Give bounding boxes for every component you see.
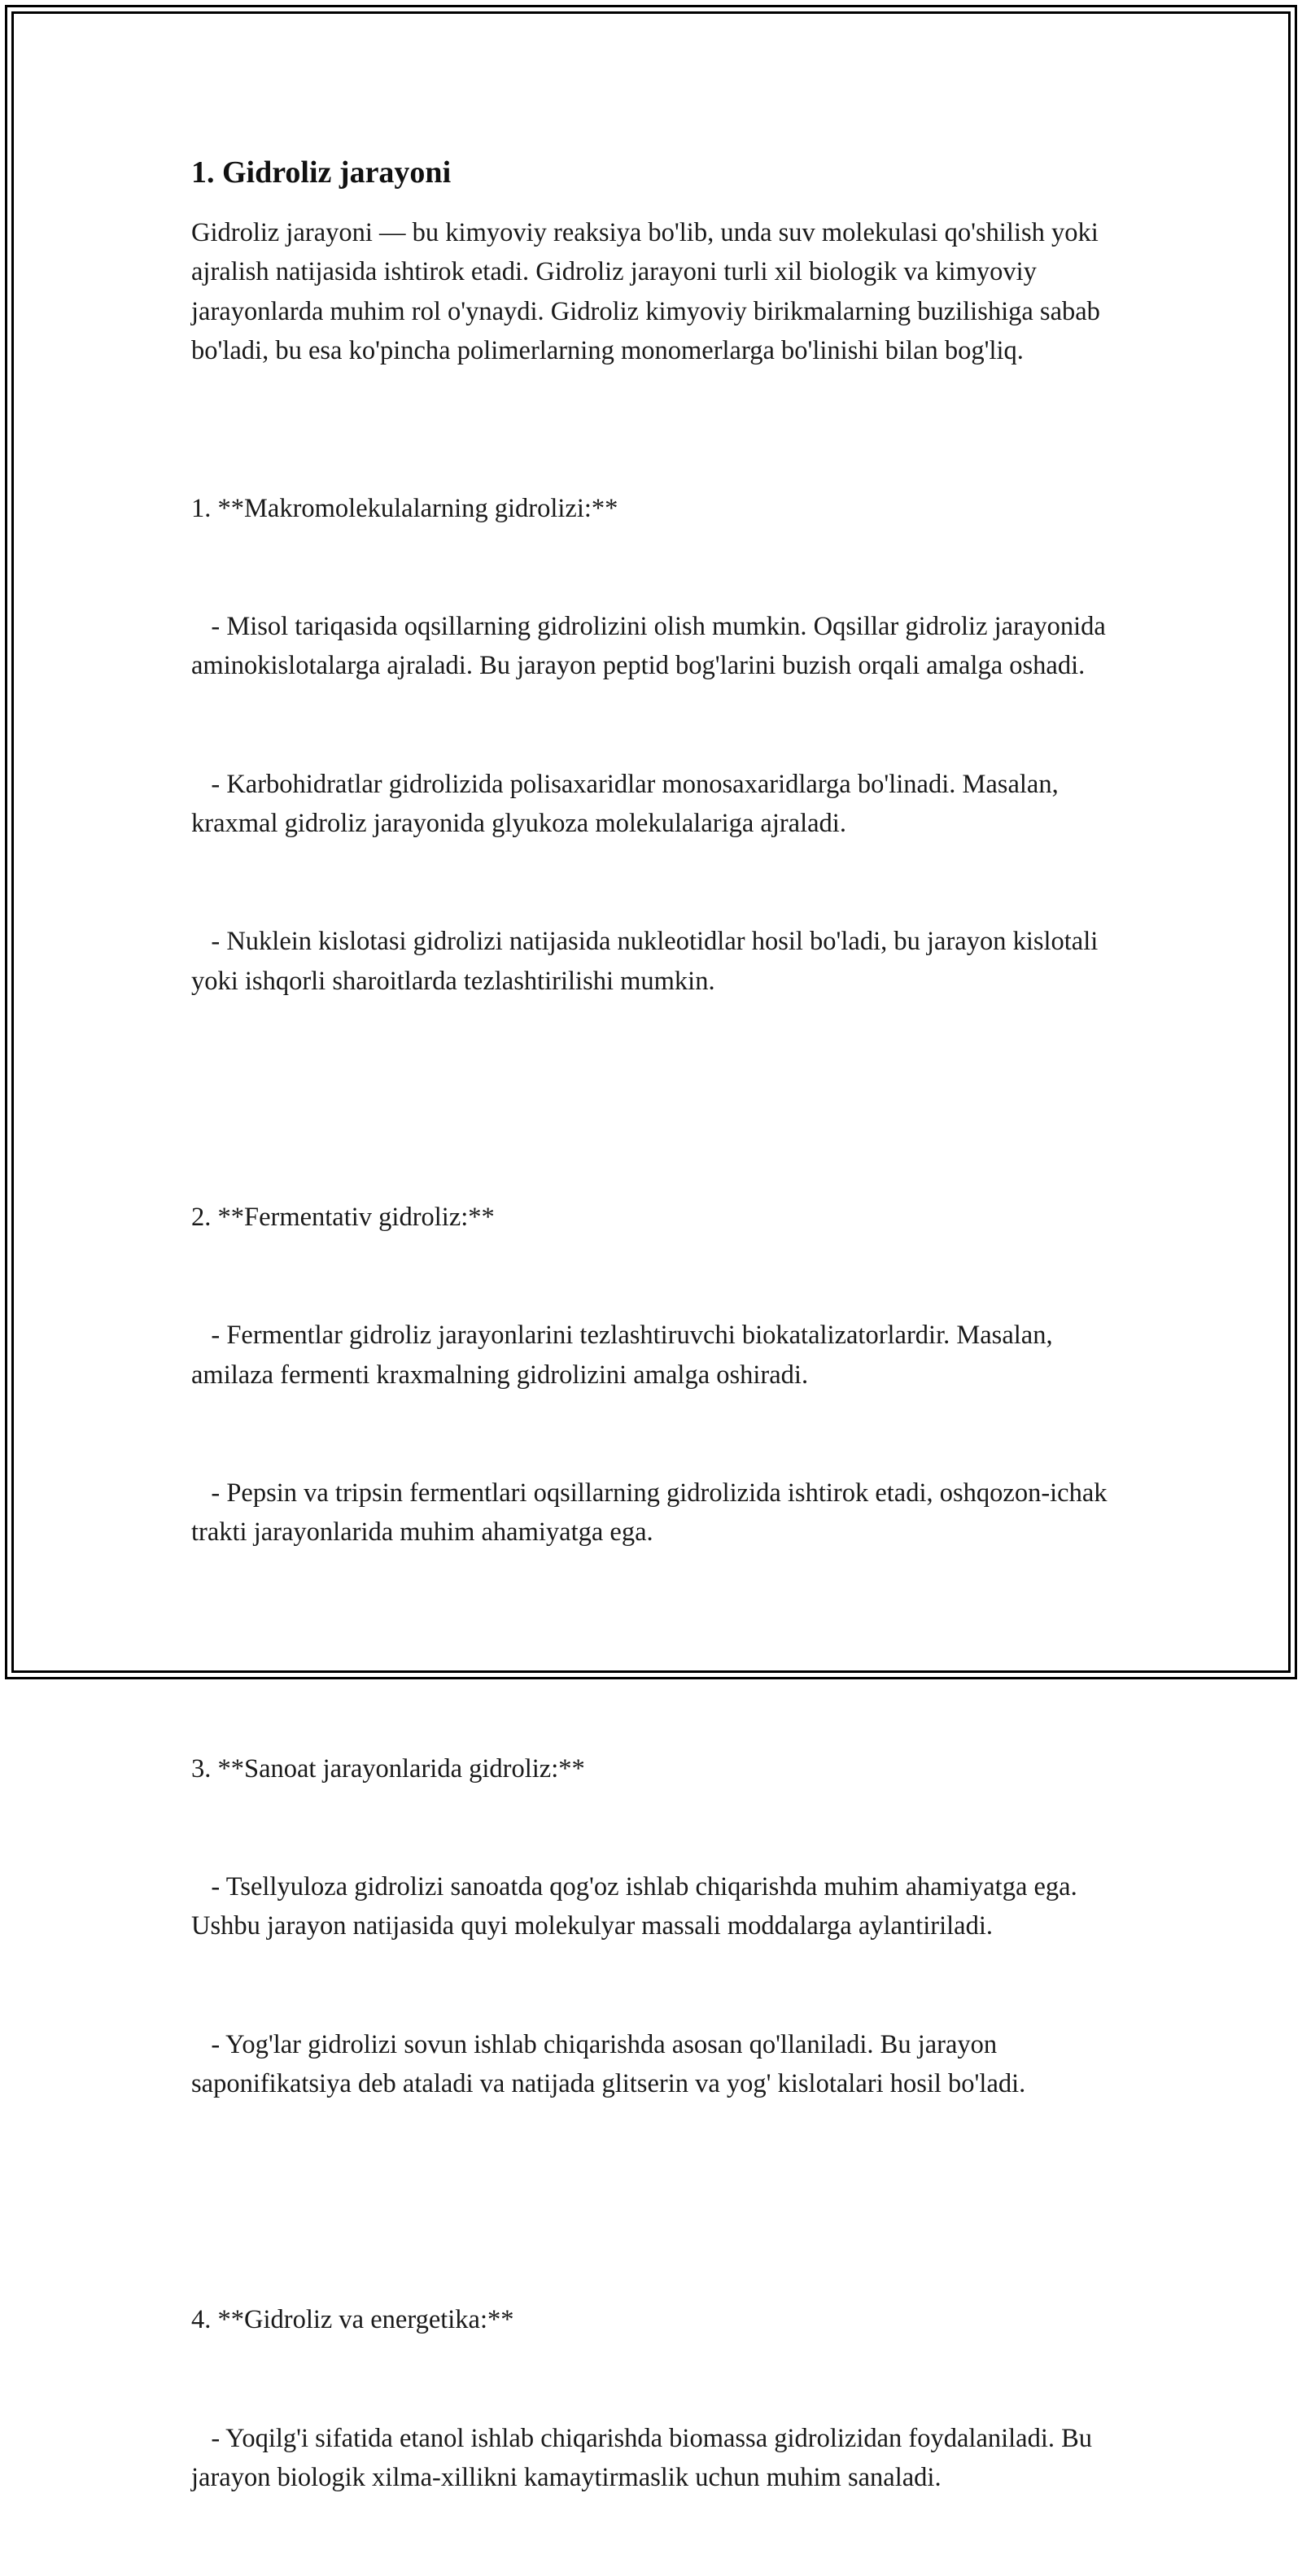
intro-paragraph: Gidroliz jarayoni — bu kimyoviy reaksiya bo'lib, unda suv molekulasi qo'shilish yoki ajralish natijasida ishtirok etadi. Gidroliz jarayoni turli xil biologik va kimyoviy jarayonlarda muhim rol o'ynaydi. Gidroliz kimyoviy birikmalarning buzilishiga sabab bo'ladi, bu esa ko'pincha polimerlarning monomerlarga bo'linishi bilan bog'liq. [191, 218, 1108, 366]
list-item-text: Misol tariqasida oqsillarning gidrolizini olish mumkin. Oqsillar gidroliz jarayonida aminokislotalarga ajraladi. Bu jarayon peptid bog'larini buzish orqali amalga oshadi. [191, 612, 1112, 681]
list-item: - Pepsin va tripsin fermentlari oqsillarning gidrolizida ishtirok etadi, oshqozon-ichak trakti jarayonlarida muhim ahamiyatga ega. [191, 1478, 1114, 1548]
section-enzymatic [191, 1119, 1127, 1631]
section-title: 2. **Fermentativ gidroliz:** [191, 1203, 495, 1233]
list-item: - Misol tariqasida oqsillarning gidrolizini olish mumkin. Oqsillar gidroliz jarayonida aminokislotalarga ajraladi. Bu jarayon peptid bog'larini buzish orqali amalga oshadi. [191, 612, 1112, 681]
list-item-text: Karbohidratlar gidrolizida polisaxaridlar monosaxaridlarga bo'linadi. Masalan, kraxmal gidroliz jarayonida glyukoza molekulalariga ajraladi. [191, 769, 1065, 839]
list-item-text: Fermentlar gidroliz jarayonlarini tezlashtiruvchi biokatalizatorlardir. Masalan, amilaza fermenti kraxmalning gidrolizini amalga oshiradi. [191, 1321, 1060, 1390]
list-item: - Yoqilg'i sifatida etanol ishlab chiqarishda biomassa gidrolizidan foydalaniladi. Bu jarayon biologik xilma-xillikni kamaytirmaslik uchun muhim sanaladi. [191, 2423, 1099, 2493]
list-item-text: Yoqilg'i sifatida etanol ishlab chiqarishda biomassa gidrolizidan foydalaniladi. Bu jarayon biologik xilma-xillikni kamaytirmaslik uchun muhim sanaladi. [191, 2423, 1099, 2493]
section-energy [191, 2222, 1127, 2576]
list-item: - Karbohidratlar gidrolizida polisaxaridlar monosaxaridlarga bo'linadi. Masalan, kraxmal gidroliz jarayonida glyukoza molekulalariga ajraladi. [191, 769, 1065, 839]
section-title: 3. **Sanoat jarayonlarida gidroliz:** [191, 1753, 585, 1784]
list-item-text: Pepsin va tripsin fermentlari oqsillarning gidrolizida ishtirok etadi, oshqozon-ichak trakti jarayonlarida muhim ahamiyatga ega. [191, 1478, 1114, 1548]
page-title: 1. Gidroliz jarayoni [191, 155, 452, 190]
document-body [191, 153, 1127, 2576]
list-item: - Tsellyuloza gidrolizi sanoatda qog'oz ishlab chiqarishda muhim ahamiyatga ega. Ushbu jarayon natijasida quyi molekulyar massali moddalarga aylantiriladi. [191, 1872, 1084, 1941]
list-item-text: Yog'lar gidrolizi sovun ishlab chiqarishda asosan qo'llaniladi. Bu jarayon saponifikatsiya deb ataladi va natijada glitserin va yog' kislotalari hosil bo'ladi. [191, 2029, 1026, 2099]
list-item-text: Nuklein kislotasi gidrolizi natijasida nukleotidlar hosil bo'ladi, bu jarayon kislotali yoki ishqorli sharoitlarda tezlashtirilishi mumkin. [191, 927, 1105, 996]
list-item-text: Tsellyuloza gidrolizi sanoatda qog'oz ishlab chiqarishda muhim ahamiyatga ega. Ushbu jarayon natijasida quyi molekulyar massali moddalarga aylantiriladi. [191, 1872, 1084, 1941]
section-industrial [191, 1670, 1127, 2182]
section-macromolecules [191, 410, 1127, 1080]
list-item: - Fermentlar gidroliz jarayonlarini tezlashtiruvchi biokatalizatorlardir. Masalan, amilaza fermenti kraxmalning gidrolizini amalga oshiradi. [191, 1321, 1060, 1390]
section-title: 1. **Makromolekulalarning gidrolizi:** [191, 493, 618, 523]
list-item: - Yog'lar gidrolizi sovun ishlab chiqarishda asosan qo'llaniladi. Bu jarayon saponifikatsiya deb ataladi va natijada glitserin va yog' kislotalari hosil bo'ladi. [191, 2029, 1026, 2099]
section-title: 4. **Gidroliz va energetika:** [191, 2305, 514, 2335]
list-item: - Nuklein kislotasi gidrolizi natijasida nukleotidlar hosil bo'ladi, bu jarayon kislotali yoki ishqorli sharoitlarda tezlashtirilishi mumkin. [191, 927, 1105, 996]
